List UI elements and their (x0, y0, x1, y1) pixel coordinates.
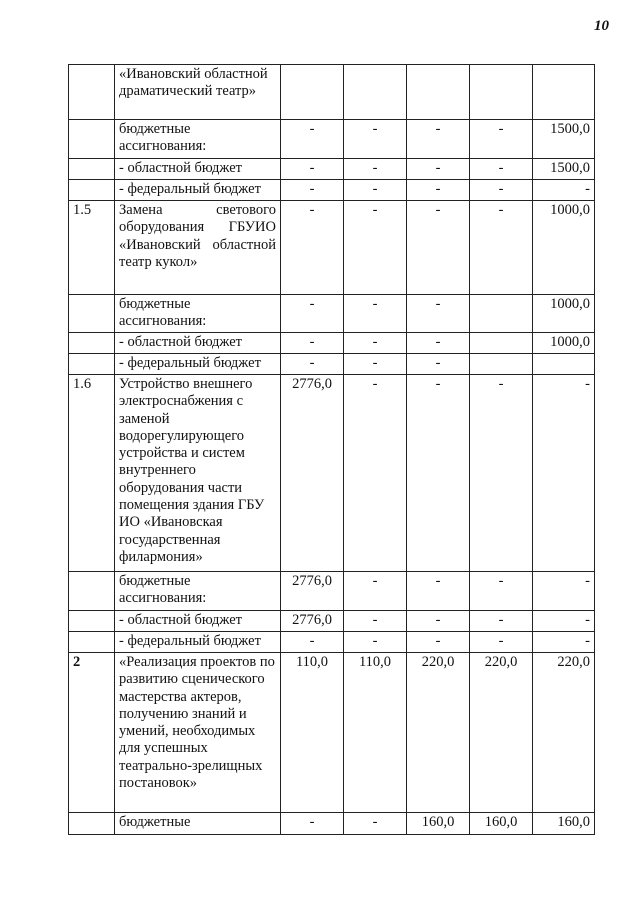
value-cell: 160,0 (407, 813, 470, 835)
value-cell: - (281, 201, 344, 295)
value-cell: - (344, 354, 407, 375)
row-description: «Ивановский областной драматический театр» (115, 65, 281, 120)
row-description: Устройство внешнего электроснабжения с заменой водорегулирующего устройства и систем внутреннего оборудования части помещения здания ГБУ ИО «Ивановская государственная филармония» (115, 375, 281, 572)
value-cell: - (344, 572, 407, 611)
row-number: 1.5 (69, 201, 115, 295)
row-number (69, 120, 115, 159)
value-cell (470, 354, 533, 375)
value-cell: 160,0 (470, 813, 533, 835)
value-cell: - (407, 333, 470, 354)
value-cell: - (407, 159, 470, 180)
value-cell: - (344, 180, 407, 201)
budget-table (68, 64, 595, 835)
value-cell: - (407, 375, 470, 572)
table-row (69, 201, 595, 295)
value-cell: - (533, 611, 595, 632)
row-number (69, 333, 115, 354)
value-cell: - (344, 159, 407, 180)
table-row (69, 632, 595, 653)
value-cell: - (281, 159, 344, 180)
value-cell (533, 354, 595, 375)
table-row (69, 120, 595, 159)
value-cell (533, 65, 595, 120)
row-number: 2 (69, 653, 115, 813)
row-description: - областной бюджет (115, 611, 281, 632)
value-cell: - (281, 180, 344, 201)
value-cell: - (281, 120, 344, 159)
value-cell: - (407, 572, 470, 611)
value-cell (281, 65, 344, 120)
table-row (69, 333, 595, 354)
row-number (69, 65, 115, 120)
row-number (69, 572, 115, 611)
table-row (69, 375, 595, 572)
value-cell: 2776,0 (281, 611, 344, 632)
row-description: - областной бюджет (115, 159, 281, 180)
row-number (69, 813, 115, 835)
value-cell: - (344, 295, 407, 333)
table-row (69, 65, 595, 120)
value-cell: 1500,0 (533, 159, 595, 180)
value-cell: - (533, 572, 595, 611)
value-cell: 110,0 (281, 653, 344, 813)
row-number (69, 354, 115, 375)
value-cell: - (407, 295, 470, 333)
value-cell: - (533, 180, 595, 201)
value-cell: - (344, 611, 407, 632)
value-cell: - (407, 120, 470, 159)
value-cell: 110,0 (344, 653, 407, 813)
value-cell (407, 65, 470, 120)
value-cell: 1500,0 (533, 120, 595, 159)
value-cell: - (344, 201, 407, 295)
value-cell: - (281, 632, 344, 653)
row-description: бюджетные (115, 813, 281, 835)
value-cell: - (407, 180, 470, 201)
table-row (69, 295, 595, 333)
value-cell: 220,0 (470, 653, 533, 813)
value-cell (470, 65, 533, 120)
row-description: - федеральный бюджет (115, 354, 281, 375)
value-cell: - (533, 375, 595, 572)
value-cell: - (281, 813, 344, 835)
value-cell: - (281, 295, 344, 333)
value-cell: - (344, 120, 407, 159)
value-cell: - (470, 201, 533, 295)
value-cell: - (281, 354, 344, 375)
value-cell: - (533, 632, 595, 653)
value-cell: - (344, 375, 407, 572)
table-row (69, 572, 595, 611)
row-description: бюджетные ассигнования: (115, 120, 281, 159)
row-number (69, 295, 115, 333)
table-row (69, 180, 595, 201)
value-cell: - (407, 611, 470, 632)
row-number (69, 180, 115, 201)
row-number (69, 159, 115, 180)
value-cell: 160,0 (533, 813, 595, 835)
row-number (69, 632, 115, 653)
value-cell (470, 333, 533, 354)
value-cell: 1000,0 (533, 295, 595, 333)
value-cell: 1000,0 (533, 201, 595, 295)
table-row (69, 813, 595, 835)
table-row (69, 354, 595, 375)
row-description: Замена светового оборудования ГБУИО «Ивановский областной театр кукол» (115, 201, 281, 295)
row-description: бюджетные ассигнования: (115, 572, 281, 611)
value-cell: - (344, 813, 407, 835)
value-cell: - (407, 632, 470, 653)
table-row (69, 611, 595, 632)
row-description: «Реализация проектов по развитию сценического мастерства актеров, получению знаний и умений, необходимых для успешных театрально-зрелищных постановок» (115, 653, 281, 813)
value-cell (470, 295, 533, 333)
value-cell: - (470, 611, 533, 632)
table-row (69, 159, 595, 180)
value-cell: - (344, 632, 407, 653)
row-description: - областной бюджет (115, 333, 281, 354)
value-cell: - (344, 333, 407, 354)
value-cell: 220,0 (407, 653, 470, 813)
value-cell: - (470, 572, 533, 611)
value-cell: 2776,0 (281, 572, 344, 611)
row-description: бюджетные ассигнования: (115, 295, 281, 333)
value-cell: - (407, 354, 470, 375)
table-row (69, 653, 595, 813)
value-cell: - (470, 632, 533, 653)
value-cell: 220,0 (533, 653, 595, 813)
value-cell (344, 65, 407, 120)
value-cell: - (470, 120, 533, 159)
row-description: - федеральный бюджет (115, 632, 281, 653)
value-cell: - (470, 180, 533, 201)
row-number (69, 611, 115, 632)
value-cell: - (281, 333, 344, 354)
value-cell: 1000,0 (533, 333, 595, 354)
page-number: 10 (594, 18, 609, 34)
value-cell: - (470, 375, 533, 572)
value-cell: 2776,0 (281, 375, 344, 572)
row-description: - федеральный бюджет (115, 180, 281, 201)
row-number: 1.6 (69, 375, 115, 572)
value-cell: - (407, 201, 470, 295)
value-cell: - (470, 159, 533, 180)
